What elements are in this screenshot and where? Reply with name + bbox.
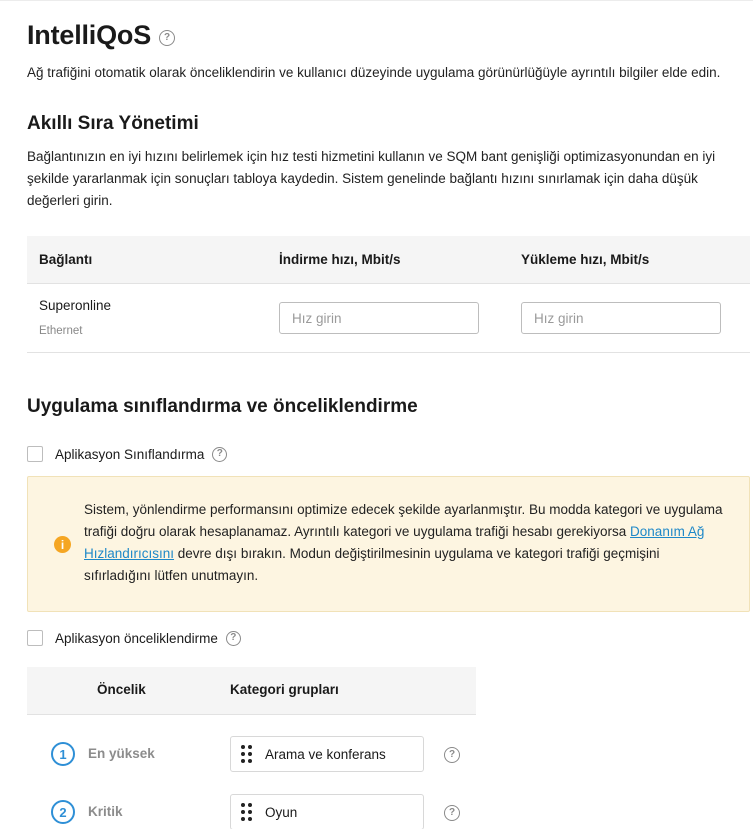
category-group-label: Oyun (265, 804, 298, 820)
column-header-download: İndirme hızı, Mbit/s (279, 252, 401, 267)
connection-name: Superonline (39, 298, 112, 313)
warning-text (84, 499, 724, 587)
priority-row (27, 736, 476, 772)
page-title: IntelliQoS (27, 20, 152, 50)
prioritization-option (27, 630, 241, 646)
classification-checkbox[interactable] (27, 446, 43, 462)
hardware-accelerator-link[interactable]: Donanım Ağ Hızlandırıcısını (84, 524, 705, 561)
warning-text-start: Sistem, yönlendirme performansını optimize edecek şekilde ayarlanmıştır. Bu modda kategori ve uygulama trafiği doğru olarak hesaplanamaz. Ayrıntılı kategori ve uygulama trafiği hesabı gerekiyorsa (84, 502, 723, 539)
column-header-upload: Yükleme hızı, Mbit/s (521, 252, 650, 267)
column-header-connection: Bağlantı (39, 252, 93, 267)
speed-table-header (27, 236, 750, 284)
top-divider (0, 0, 753, 1)
category-group-chip[interactable] (230, 794, 424, 829)
table-row (27, 284, 750, 353)
smart-queue-heading: Akıllı Sıra Yönetimi (27, 113, 199, 134)
page-subtitle: Ağ trafiğini otomatik olarak önceliklendirin ve kullanıcı düzeyinde uygulama görünürlüğüyle ayrıntılı bilgiler elde edin. (27, 65, 721, 80)
category-group-label: Arama ve konferans (265, 746, 386, 762)
column-header-category-groups: Kategori grupları (230, 682, 339, 697)
priority-number-badge: 1 (51, 742, 75, 766)
warning-text-end: devre dışı bırakın. Modun değiştirilmesinin uygulama ve kategori trafiği geçmişini sıfırladığını lütfen unutmayın. (84, 546, 660, 583)
prioritization-help-icon[interactable]: ? (226, 631, 241, 646)
prioritization-label[interactable]: Aplikasyon önceliklendirme (55, 630, 218, 646)
page-header (27, 20, 175, 51)
classification-option (27, 446, 227, 462)
priority-level: Kritik (88, 804, 123, 819)
category-help-icon[interactable]: ? (444, 747, 460, 763)
classification-help-icon[interactable]: ? (212, 447, 227, 462)
category-help-icon[interactable]: ? (444, 805, 460, 821)
priority-row (27, 794, 476, 829)
connection-type: Ethernet (39, 325, 83, 337)
drag-handle-icon[interactable] (241, 803, 252, 821)
app-section-heading: Uygulama sınıflandırma ve önceliklendirme (27, 396, 418, 417)
category-group-chip[interactable] (230, 736, 424, 772)
title-help-icon[interactable]: ? (159, 30, 175, 46)
drag-handle-icon[interactable] (241, 745, 252, 763)
info-circle-icon: i (54, 536, 71, 553)
priority-table-header (27, 667, 476, 715)
column-header-priority: Öncelik (97, 682, 146, 697)
classification-label[interactable]: Aplikasyon Sınıflandırma (55, 446, 205, 462)
priority-level: En yüksek (88, 746, 155, 761)
download-speed-input[interactable] (279, 302, 479, 334)
hardware-acceleration-warning (27, 476, 750, 612)
smart-queue-description: Bağlantınızın en iyi hızını belirlemek için hız testi hizmetini kullanın ve SQM bant genişliği optimizasyonundan en iyi şekilde yararlanmak için sonuçları tabloya kaydedin. Sistem genelinde bağlantı hızını sınırlamak için daha düşük değerleri girin. (27, 149, 716, 208)
upload-speed-input[interactable] (521, 302, 721, 334)
priority-number-badge: 2 (51, 800, 75, 824)
prioritization-checkbox[interactable] (27, 630, 43, 646)
